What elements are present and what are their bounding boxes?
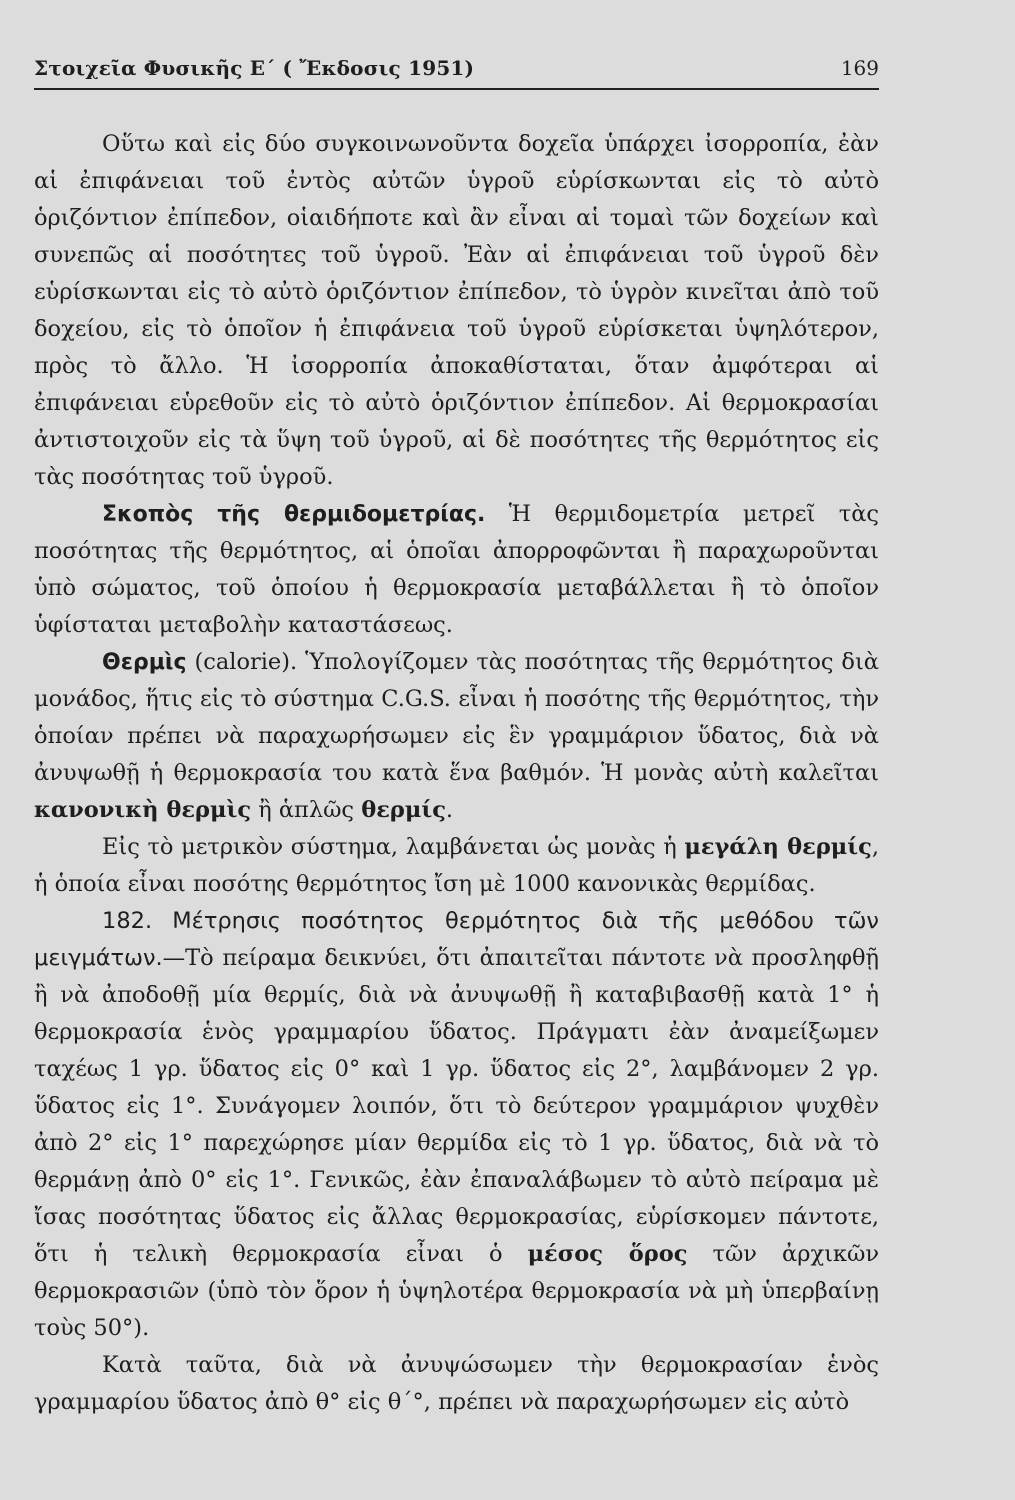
paragraph-mixture-method: [34, 903, 879, 1347]
section-heading-calorie: Θερμὶς: [102, 650, 187, 675]
paragraph-text: —Τὸ πείραμα δεικνύει, ὅτι ἀπαιτεῖται πάντοτε νὰ προσληφθῇ ἢ νὰ ἀποδοθῇ μία θερμίς, διὰ νὰ ἀνυψωθῇ ἢ καταβιβασθῇ κατὰ 1° ἡ θερμοκρασία ἑνὸς γραμμαρίου ὕδατος. Πράγματι ἐὰν ἀναμείξωμεν ταχέως 1 γρ. ὕδατος εἰς 0° καὶ 1 γρ. ὕδατος εἰς 2°, λαμβάνομεν 2 γρ. ὕδατος εἰς 1°. Συνάγομεν λοιπόν, ὅτι τὸ δεύτερον γραμμάριον ψυχθὲν ἀπὸ 2° εἰς 1° παρεχώρησε μίαν θερμίδα εἰς τὸ 1 γρ. ὕδατος, διὰ νὰ τὸ θερμάνῃ ἀπὸ 0° εἰς 1°. Γενικῶς, ἐὰν ἐπαναλάβωμεν τὸ αὐτὸ πείραμα μὲ ἴσας ποσότητας ὕδατος εἰς ἄλλας θερμοκρασίας, εὑρίσκομεν πάντοτε, ὅτι ἡ τελικὴ θερμοκρασία εἶναι ὁ: [34, 945, 879, 1267]
section-heading-calorimetry: Σκοπὸς τῆς θερμιδομετρίας.: [102, 502, 486, 527]
running-head: [34, 56, 879, 90]
term-normal-calorie: κανονικὴ θερμὶς: [34, 797, 252, 823]
paragraph-text: .: [445, 797, 454, 823]
paragraph-calorie: [34, 644, 879, 829]
paragraph-text: τῶν ἀρχικῶν θερμοκρασιῶν (ὑπὸ τὸν ὅρον ἡ ὑψηλοτέρα θερμοκρασία νὰ μὴ ὑπερβαίνῃ τοὺς 50°).: [34, 1241, 879, 1341]
book-title: Στοιχεῖα Φυσικῆς Ε΄ ( Ἔκδοσις 1951): [34, 56, 475, 80]
paragraph-text: ἢ ἁπλῶς: [251, 797, 362, 823]
paragraph-text: (calorie). Ὑπολογίζομεν τὰς ποσότητας τῆς θερμότητος διὰ μονάδος, ἥτις εἰς τὸ σύστημα C.G.S. εἶναι ἡ ποσότης τῆς θερμότητος, τὴν ὁποίαν πρέπει νὰ παραχωρήσωμεν εἰς ἓν γραμμάριον ὕδατος, διὰ νὰ ἀνυψωθῇ ἡ θερμοκρασία του κατὰ ἕνα βαθμόν. Ἡ μονὰς αὐτὴ καλεῖται: [34, 649, 879, 786]
paragraph-large-calorie: [34, 829, 879, 903]
page-body: [34, 126, 879, 1421]
term-calorie: θερμίς: [361, 797, 446, 823]
paragraph-calorimetry-purpose: [34, 496, 879, 644]
paragraph-text: Εἰς τὸ μετρικὸν σύστημα, λαμβάνεται ὡς μονὰς ἡ: [102, 834, 685, 860]
paragraph-conclusion: Κατὰ ταῦτα, διὰ νὰ ἀνυψώσωμεν τὴν θερμοκρασίαν ἑνὸς γραμμαρίου ὕδατος ἀπὸ θ° εἰς θ΄°, πρέπει νὰ παραχωρήσωμεν εἰς αὐτὸ: [34, 1352, 879, 1415]
section-heading-182: 182. Μέτρησις ποσότητος θερμότητος διὰ τῆς μεθόδου τῶν μειγμάτων.: [34, 908, 879, 971]
page-number: 169: [840, 56, 879, 80]
paragraph-equilibrium: Οὕτω καὶ εἰς δύο συγκοινωνοῦντα δοχεῖα ὑπάρχει ἰσορροπία, ἐὰν αἱ ἐπιφάνειαι τοῦ ἐντὸς αὐτῶν ὑγροῦ εὑρίσκωνται εἰς τὸ αὐτὸ ὁριζόντιον ἐπίπεδον, οἱαιδήποτε καὶ ἂν εἶναι αἱ τομαὶ τῶν δοχείων καὶ συνεπῶς αἱ ποσότητες τοῦ ὑγροῦ. Ἐὰν αἱ ἐπιφάνειαι τοῦ ὑγροῦ δὲν εὑρίσκωνται εἰς τὸ αὐτὸ ὁριζόντιον ἐπίπεδον, τὸ ὑγρὸν κινεῖται ἀπὸ τοῦ δοχείου, εἰς τὸ ὁποῖον ἡ ἐπιφάνεια τοῦ ὑγροῦ εὑρίσκεται ὑψηλότερον, πρὸς τὸ ἄλλο. Ἡ ἰσορροπία ἀποκαθίσταται, ὅταν ἀμφότεραι αἱ ἐπιφάνειαι εὑρεθοῦν εἰς τὸ αὐτὸ ὁριζόντιον ἐπίπεδον. Αἱ θερμοκρασίαι ἀντιστοιχοῦν εἰς τὰ ὕψη τοῦ ὑγροῦ, αἱ δὲ ποσότητες τῆς θερμότητος εἰς τὰς ποσότητας τοῦ ὑγροῦ.: [34, 131, 879, 490]
paragraph-text: Ἡ θερμιδομετρία μετρεῖ τὰς ποσότητας τῆς θερμότητος, αἱ ὁποῖαι ἀπορροφῶνται ἢ παραχωροῦνται ὑπὸ σώματος, τοῦ ὁποίου ἡ θερμοκρασία μεταβάλλεται ἢ τὸ ὁποῖον ὑφίσταται μεταβολὴν καταστάσεως.: [34, 501, 880, 638]
term-large-calorie: μεγάλη θερμίς: [684, 834, 872, 860]
paragraph-text: , ἡ ὁποία εἶναι ποσότης θερμότητος ἴση μὲ 1000 κανονικὰς θερμίδας.: [34, 834, 879, 897]
term-mean: μέσος ὅρος: [527, 1241, 688, 1267]
